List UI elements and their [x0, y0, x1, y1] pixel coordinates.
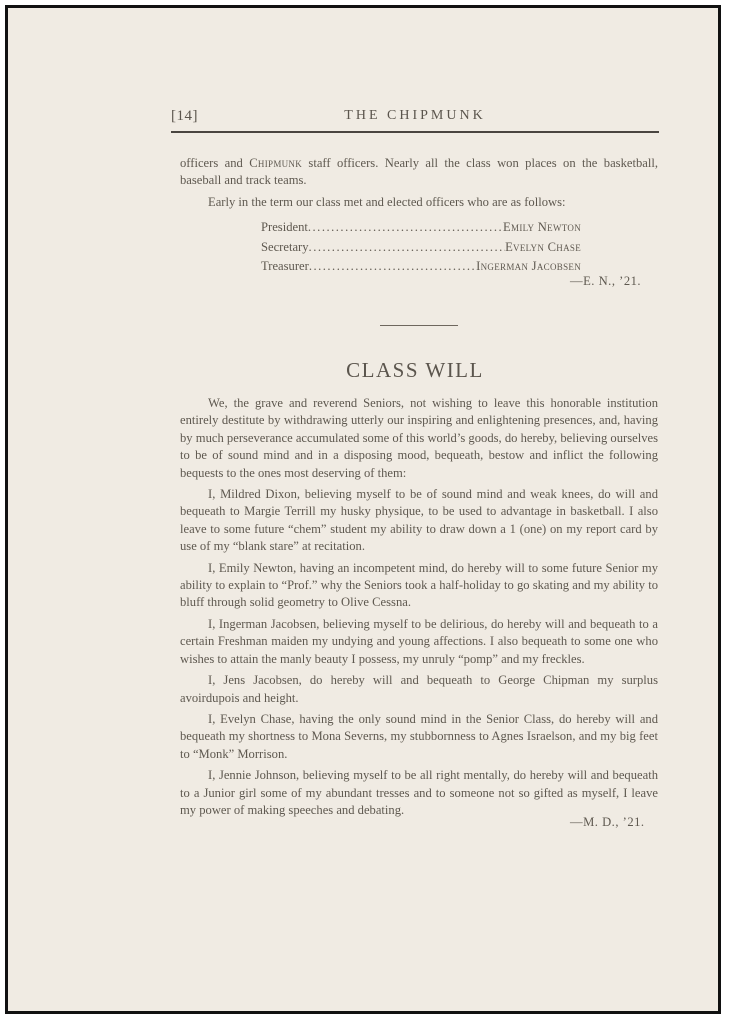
- leader-dots: [308, 218, 503, 238]
- page: [8, 8, 718, 1011]
- leader-dots: [309, 238, 506, 258]
- will-paragraph: I, Jens Jacobsen, do hereby will and bequeath to George Chipman my surplus avoirdupois and height.: [180, 673, 658, 705]
- chipmunk-name: Chipmunk: [249, 156, 303, 170]
- class-will-body: [180, 395, 658, 823]
- signature-md: —M. D., ’21.: [570, 815, 645, 829]
- running-head: THE CHIPMUNK: [344, 108, 486, 123]
- page-header: [171, 105, 659, 133]
- will-paragraph: I, Emily Newton, having an incompetent mind, do hereby will to some future Senior my ability to explain to “Prof.” why the Seniors took a half-holiday to go skating and my ability to bluff through solid geometry to Olive Cessna.: [180, 560, 658, 610]
- officer-row: [261, 257, 581, 277]
- class-will-title: CLASS WILL: [346, 358, 484, 382]
- officer-role: President: [261, 220, 308, 234]
- officers-list: [261, 218, 581, 277]
- will-paragraph: I, Jennie Johnson, believing myself to be all right mentally, do hereby will and bequeath to a Junior girl some of my abundant tresses and to someone not so gifted as myself, I leave my power of making speeches and debating.: [180, 768, 658, 817]
- leader-dots: [309, 257, 476, 277]
- will-paragraph: I, Evelyn Chase, having the only sound mind in the Senior Class, do hereby will and bequeath my shortness to Mona Severns, my stubbornness to Agnes Israelson, and my big feet to “Monk” Morrison.: [180, 711, 658, 761]
- officer-name: Evelyn Chase: [505, 239, 581, 254]
- will-paragraph: I, Ingerman Jacobsen, believing myself to be delirious, do hereby will and bequeath to a certain Freshman maiden my undying and young affections. I also bequeath to some one who wishes to attain the manly beauty I possess, my unruly “pomp” and my freckles.: [180, 616, 658, 666]
- class-history-section: [180, 155, 658, 215]
- officer-role: Treasurer: [261, 259, 309, 273]
- officer-row: [261, 218, 581, 238]
- officer-role: Secretary: [261, 239, 309, 254]
- continued-paragraph: officers and Chipmunk staff officers. Nearly all the class won places on the basketball, baseball and track teams.: [180, 156, 658, 188]
- section-divider: [380, 325, 458, 326]
- officer-row: [261, 238, 581, 258]
- will-paragraph: We, the grave and reverend Seniors, not wishing to leave this honorable institution entirely destitute by withdrawing utterly our inspiring and enlightening presences, and, having by much perseverance accumulated some of this world’s goods, do hereby, believing ourselves to be of sound mind and in a disposing mood, bequeath, bestow and inflict the following bequests to the ones most deserving of them:: [180, 396, 658, 480]
- will-paragraph: I, Mildred Dixon, believing myself to be of sound mind and weak knees, do will and bequeath to Margie Terrill my husky physique, to be used to advantage in basketball. I also leave to some future “chem” student my ability to draw down a 1 (one) on my report card by use of my “blank stare” at recitation.: [180, 487, 658, 554]
- officer-name: Ingerman Jacobsen: [476, 259, 581, 273]
- officers-intro: Early in the term our class met and elected officers who are as follows:: [208, 194, 566, 209]
- signature-en: —E. N., ’21.: [570, 274, 642, 288]
- officer-name: Emily Newton: [503, 220, 581, 234]
- page-number: [14]: [171, 108, 198, 124]
